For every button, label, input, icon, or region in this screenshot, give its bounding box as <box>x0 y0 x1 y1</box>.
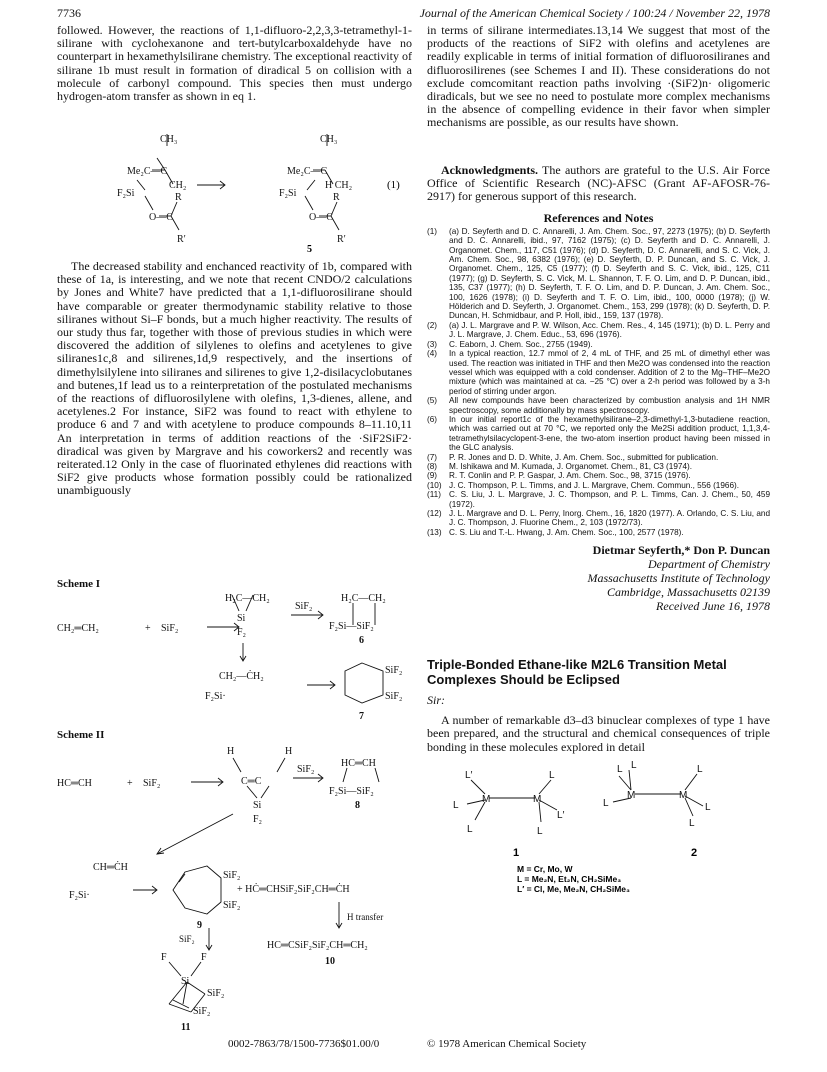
reference-number: (7) <box>427 452 438 462</box>
reference-text: In our initial report1c of the hexamethylsilirane–2,3-dimethyl-1,3-butadiene reaction, which was carried out at 70 °C, we reported only the Me2Si addition product, 1,1,3,4-tetramethylsilacyclopent-3-ene, the two-atom insertion product having been missed in the GLC analysis. <box>449 414 770 453</box>
copyright: © 1978 American Chemical Society <box>427 1038 587 1050</box>
reference-text: C. Eaborn, J. Chem. Soc., 2755 (1949). <box>449 339 593 349</box>
svg-text:F: F <box>161 952 167 964</box>
reference-number: (2) <box>427 320 438 330</box>
svg-text:H₂C—CH₂: H₂C—CH₂ <box>225 593 270 605</box>
reference-number: (8) <box>427 461 438 471</box>
svg-text:F₂: F₂ <box>237 627 247 639</box>
svg-text:HC═CH: HC═CH <box>341 758 376 770</box>
svg-text:F₂Si·: F₂Si· <box>69 890 90 902</box>
svg-text:F₂Si—SiF₂: F₂Si—SiF₂ <box>329 621 374 633</box>
svg-text:H: H <box>285 746 293 758</box>
svg-text:R′: R′ <box>177 234 186 245</box>
reference-item <box>427 349 770 396</box>
equation-1 <box>57 130 412 255</box>
compound-label: 5 <box>307 244 312 255</box>
reference-text: In a typical reaction, 12.7 mmol of 2, 4 mL of THF, and 25 mL of dimethyl ether was used. The reaction was initiated in THF and then Me2O was condensed into the reaction vessel which was equipped with a cold condenser. Addition of 2 to the Mg–THF–Me2O mixture (which was maintained at ca. −25 °C) over a 2-h period was followed by a 3-h period of stirring under argon. <box>449 349 770 396</box>
acknowledgments <box>427 164 770 204</box>
reference-item <box>427 415 770 453</box>
svg-text:L: L <box>617 763 623 775</box>
reference-text: C. S. Liu and T.-L. Hwang, J. Am. Chem. Soc., 100, 2577 (1978). <box>449 527 684 537</box>
paragraph: in terms of silirane intermediates.13,14 We suggest that most of the products of the reactions of SiF2 with olefins and acetylenes are readily explicable in terms of initial formation of difluorosiliranes and difluorosilirenes (see Schemes I and II). These considerations do not exclude comcomitant reaction paths involving ·(SiF2)n· oligomeric diradicals, but we see no need to postulate more complex mechanisms in the absence of compelling evidence in their favor when simpler mechanisms are possible, as our results have shown. <box>427 23 770 130</box>
reference-text: C. S. Liu, J. L. Margrave, J. C. Thompson, and P. L. Timms, Can. J. Chem., 50, 459 (1972). <box>449 490 770 509</box>
reference-text: R. T. Conlin and P. P. Gaspar, J. Am. Chem. Soc., 98, 3715 (1976). <box>449 471 691 481</box>
svg-text:CH₂: CH₂ <box>169 180 187 191</box>
svg-text:C═C: C═C <box>241 776 262 788</box>
svg-text:SiF₂: SiF₂ <box>385 691 403 703</box>
compound-8: 8 <box>355 800 360 812</box>
svg-text:F: F <box>201 952 207 964</box>
svg-text:F₂: F₂ <box>253 814 263 826</box>
svg-text:CH₂—ĊH₂: CH₂—ĊH₂ <box>219 671 264 683</box>
svg-text:L: L <box>603 797 609 809</box>
received-date: Received June 16, 1978 <box>656 599 770 614</box>
reference-item <box>427 396 770 415</box>
svg-text:R: R <box>175 192 182 203</box>
svg-text:M: M <box>533 793 542 805</box>
reagent: SiF₂ <box>295 601 313 613</box>
difluorosilylene: SiF₂ <box>143 778 161 790</box>
references-heading: References and Notes <box>543 210 654 225</box>
ack-heading: Acknowledgments. <box>441 163 539 177</box>
author-signature <box>427 543 770 613</box>
svg-text:O—C: O—C <box>309 212 333 223</box>
reference-number: (11) <box>427 490 441 500</box>
structures-1-2 <box>427 760 770 894</box>
department: Department of Chemistry <box>648 557 770 572</box>
reference-number: (4) <box>427 349 438 359</box>
svg-text:Si: Si <box>181 976 190 988</box>
compound-7: 7 <box>359 711 364 723</box>
reference-item <box>427 528 770 537</box>
radical-chain: + HĊ═CHSiF₂SiF₂CH═ĊH <box>237 884 350 896</box>
svg-text:L: L <box>697 763 703 775</box>
compound-6: 6 <box>359 635 364 647</box>
svg-text:CH₃: CH₃ <box>320 134 338 145</box>
structure-label-2: 2 <box>691 846 698 859</box>
svg-text:SiF₂: SiF₂ <box>207 988 225 1000</box>
paragraph: A number of remarkable d3–d3 binuclear complexes of type 1 have been prepared, and the structural and chemical consequences of triple bonding in these molecules explored in detail <box>427 713 770 754</box>
reference-number: (6) <box>427 414 438 424</box>
compound-10-formula: HC═CSiF₂SiF₂CH═CH₂ <box>267 940 368 952</box>
reference-text: All new compounds have been characterized by combustion analysis and 1H NMR spectroscopy, some additionally by mass spectroscopy. <box>449 396 770 415</box>
svg-text:H₂C—CH₂: H₂C—CH₂ <box>341 593 386 605</box>
reference-item <box>427 462 770 471</box>
svg-text:L′: L′ <box>557 809 565 821</box>
running-header <box>57 6 770 22</box>
reference-number: (5) <box>427 396 438 406</box>
svg-text:M: M <box>679 789 688 801</box>
ethylene: CH₂═CH₂ <box>57 623 99 635</box>
authors: Dietmar Seyferth,* Don P. Duncan <box>592 543 770 558</box>
svg-text:Si: Si <box>237 613 246 625</box>
reference-item <box>427 471 770 480</box>
svg-text:L: L <box>549 769 555 781</box>
reference-number: (9) <box>427 471 438 481</box>
svg-text:L: L <box>453 799 459 811</box>
reference-text: J. C. Thompson, P. L. Timms, and J. L. Margrave, Chem. Commun., 556 (1966). <box>449 480 740 490</box>
svg-text:H CH₂: H CH₂ <box>325 180 353 191</box>
compound-10: 10 <box>325 956 335 968</box>
svg-text:SiF₂: SiF₂ <box>385 665 403 677</box>
reference-text: J. L. Margrave and D. L. Perry, Inorg. Chem., 16, 1820 (1977). A. Orlando, C. S. Liu, and J. C. Thompson, J. Fluorine Chem., 2, 103 (1972/73). <box>449 509 770 528</box>
svg-text:L: L <box>689 817 695 829</box>
svg-text:F₂Si·: F₂Si· <box>205 691 226 703</box>
salutation: Sir: <box>427 693 445 708</box>
scheme-2 <box>57 742 412 1034</box>
reference-text: (a) J. L. Margrave and P. W. Wilson, Acc. Chem. Res., 4, 145 (1971); (b) D. L. Perry and J. L. Margrave, J. Chem. Educ., 53, 696 (1976). <box>449 320 770 340</box>
reference-text: (a) D. Seyferth and D. C. Annarelli, J. Am. Chem. Soc., 97, 2273 (1975); (b) D. Seyferth and D. C. Annarelli, ibid., 97, 7162 (1975); (c) D. Seyferth and D. C. Annarelli, J. Organomet. Chem., 117, C51 (1976); (d) D. Seyferth, D. C. Annarelli, and S. C. Vick, J. Am. Chem. Soc., 98, 6382 (1976); (e) D. Seyferth, D. P. Duncan, and S. C. Vick, J. Organomet. Chem., 125, C5 (1977); (f) D. Seyferth and S. C. Vick, ibid., 125, C11 (1977); (g) D. Seyferth, S. C. Vick, M. L. Shannon, T. F. O. Lim, and D. P. Duncan, ibid., 135, C37 (1977); (h) D. Seyferth, T. F. O. Lim, and D. P. Duncan, J. Am. Chem. Soc., 100, 1626 (1978); (i) D. Seyferth and T. F. O. Lim, ibid., 100, 0000 (1978); (j) W. Hölderich and D. Seyferth, J. Organomet. Chem., 153, 299 (1978); (k) D. Seyferth, D. P. Duncan, H. Schmidbaur, and P. Holl, ibid., 159, 137 (1978). <box>449 226 770 321</box>
svg-text:F₂Si: F₂Si <box>279 188 297 199</box>
reference-item <box>427 321 770 340</box>
right-column <box>427 24 770 894</box>
h-transfer: H transfer <box>347 912 384 923</box>
reference-item <box>427 227 770 321</box>
address: Cambridge, Massachusetts 02139 <box>607 585 770 600</box>
plus: + <box>127 778 133 790</box>
page-number: 7736 <box>57 6 81 20</box>
svg-text:Me₂C—C: Me₂C—C <box>127 166 168 177</box>
reference-number: (10) <box>427 480 442 490</box>
equation-number: (1) <box>387 179 400 191</box>
difluorosilylene: SiF₂ <box>161 623 179 635</box>
paragraph: followed. However, the reactions of 1,1-difluoro-2,2,3,3-tetramethyl-1-silirane with cyclohexanone and tert-butylcarboxaldehyde have no counterpart in hexamethylsilirane chemistry. The exceptional reactivity of silirane 1b must result in formation of diradical 5 on collision with a molecule of carbonyl compound. This species then must undergo hydrogen-atom transfer as shown in eq 1. <box>57 23 412 104</box>
scheme-2-label: Scheme II <box>57 729 105 742</box>
structure-label-1: 1 <box>513 846 520 859</box>
svg-text:M: M <box>627 789 636 801</box>
svg-text:SiF₂: SiF₂ <box>223 900 241 912</box>
ack-body: The authors are grateful to the U.S. Air Force Office of Scientific Research (NC)-AFSC (Grant AF-AFOSR-76-2917) for generous support of this research. <box>427 163 770 204</box>
reference-text: M. Ishikawa and M. Kumada, J. Organomet. Chem., 81, C3 (1974). <box>449 461 693 471</box>
svg-text:CH₃: CH₃ <box>160 134 178 145</box>
article-2-title: Triple-Bonded Ethane-like M2L6 Transition Metal Complexes Should be Eclipsed <box>427 657 727 688</box>
paragraph: The decreased stability and enchanced reactivity of 1b, compared with these of 1a, is interesting, and we note that recent CNDO/2 calculations by Jones and White7 have predicted that a 1,1-difluorosilirane should have comparable or greater thermodynamic stability relative to those siliranes without Si–F bonds, but a much higher reactivity. The results of our study thus far, together with those of previous studies in which were discovered the addition of silylenes to olefins and acetylenes to give siliranes1c,8 and silirenes,1d,9 respectively, and the insertions of dimethylsilylene into siliranes and silirenes to give 1,2-disilacyclobutanes and butenes,1f lead us to a reinterpretation of the postulated mechanisms of the reactions of difluorosilylene with olefins, 1,3-dienes, allene, and acetylenes.2 For instance, SiF2 was found to react with ethylene to produce 6 and 7 and with acetylene to produce compounds 8–11.10,11 An interpretation in terms of addition reactions of the ·SiF2SiF2· diradical was given by Margrave and his coworkers2 and recently was reiterated.12 Only in the case of fluorinated ethylenes did reactions with SiF2 give products whose formation possibly could be rationalized unambiguously <box>57 259 412 498</box>
reagent: SiF₂ <box>297 764 315 776</box>
svg-text:F₂Si—SiF₂: F₂Si—SiF₂ <box>329 786 374 798</box>
l-definition: L = Me₂N, Et₂N, CH₂SiMe₃ <box>517 873 622 884</box>
svg-text:L: L <box>537 825 543 837</box>
reference-item <box>427 509 770 528</box>
reference-item <box>427 481 770 490</box>
publication-code: 0002-7863/78/1500-7736$01.00/0 <box>228 1038 380 1050</box>
reference-item <box>427 490 770 509</box>
scheme-1 <box>57 591 412 723</box>
reference-item <box>427 340 770 349</box>
svg-text:SiF₂: SiF₂ <box>223 870 241 882</box>
svg-text:L: L <box>631 759 637 771</box>
m-definition: M = Cr, Mo, W <box>517 863 573 874</box>
svg-text:L: L <box>705 801 711 813</box>
institution: Massachusetts Institute of Technology <box>587 571 770 586</box>
svg-text:SiF₂: SiF₂ <box>193 1006 211 1018</box>
compound-9: 9 <box>197 920 202 932</box>
reference-item <box>427 453 770 462</box>
references-list <box>427 227 770 537</box>
svg-text:CH═ĊH: CH═ĊH <box>93 862 128 874</box>
journal-citation: Journal of the American Chemical Society / 100:24 / November 22, 1978 <box>419 6 770 20</box>
reference-number: (12) <box>427 509 442 518</box>
scheme-1-label: Scheme I <box>57 578 101 590</box>
svg-text:F₂Si: F₂Si <box>117 188 135 199</box>
reference-number: (1) <box>427 226 438 236</box>
svg-text:Me₂C—C: Me₂C—C <box>287 166 328 177</box>
reference-number: (13) <box>427 527 442 537</box>
lprime-definition: L′ = Cl, Me, Me₂N, CH₂SiMe₃ <box>517 883 630 894</box>
svg-text:R: R <box>333 192 340 203</box>
svg-text:Si: Si <box>253 800 262 812</box>
svg-text:L′: L′ <box>465 769 473 781</box>
acetylene: HC═CH <box>57 778 92 790</box>
reference-number: (3) <box>427 339 438 349</box>
left-column <box>57 23 412 1034</box>
difluorosilylene-down: SiF₂ <box>179 934 195 945</box>
svg-text:L: L <box>467 823 473 835</box>
svg-text:H: H <box>227 746 235 758</box>
reference-text: P. R. Jones and D. D. White, J. Am. Chem. Soc., submitted for publication. <box>449 452 719 462</box>
compound-11: 11 <box>181 1022 191 1034</box>
plus: + <box>145 623 151 635</box>
svg-text:O—C: O—C <box>149 212 173 223</box>
svg-text:R′: R′ <box>337 234 346 245</box>
svg-text:M: M <box>482 793 491 805</box>
